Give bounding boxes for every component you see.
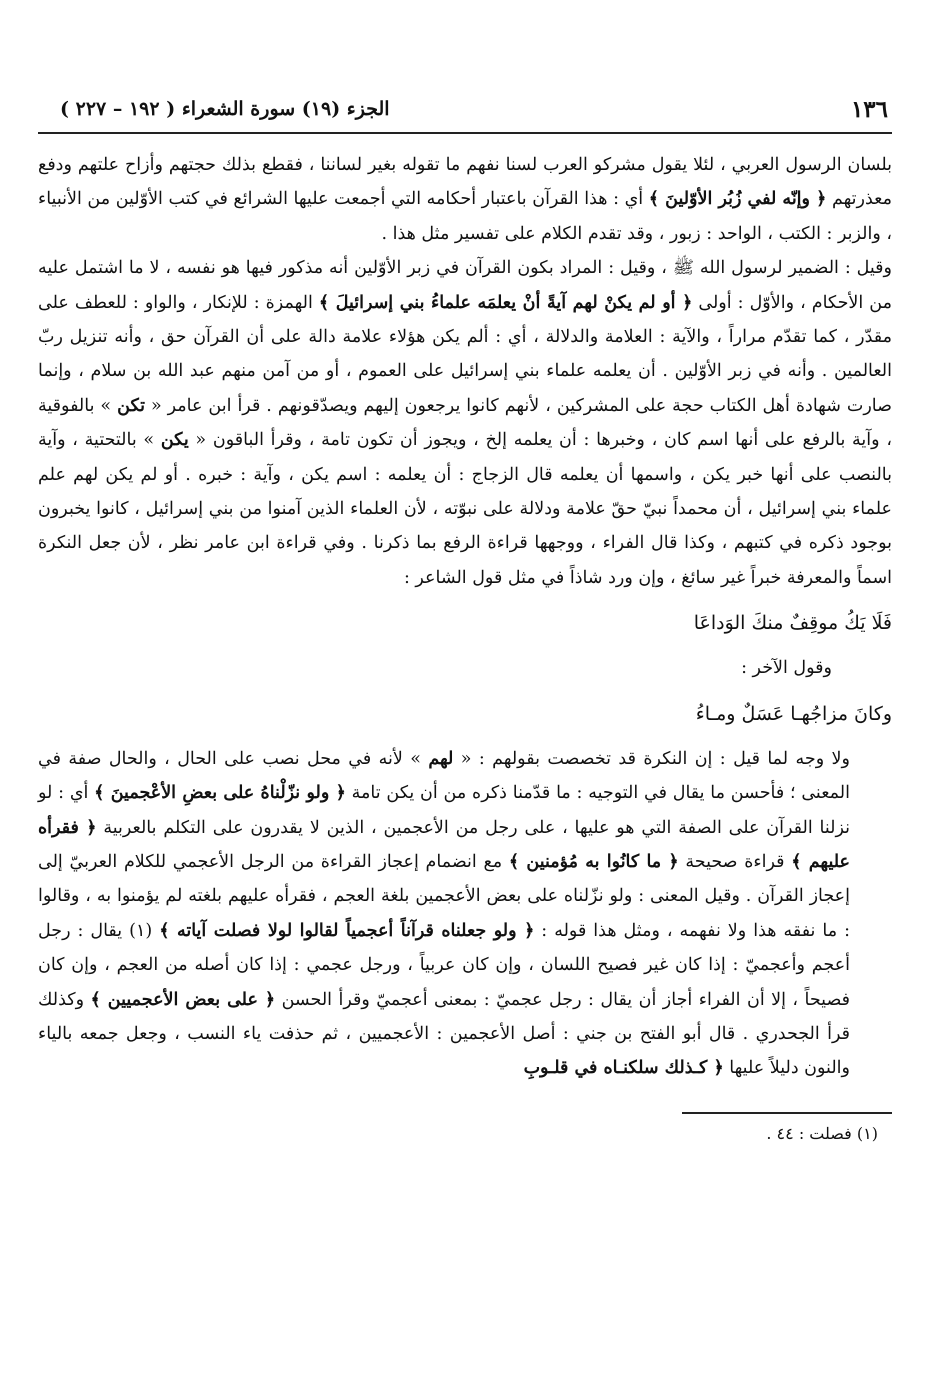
text-segment: أي : لو نزلنا القرآن على الصفة التي هو عليها ، على رجل من الأعجمين ، الذين لا يقدرون على التكلم بالعربية (38, 783, 850, 838)
quoted-word: لهم (428, 748, 454, 769)
page-number: ١٣٦ (850, 96, 888, 123)
poem-verse-2: وكانَ مزاجُهـا عَسَلٌ ومـاءُ (695, 702, 892, 725)
page-header (38, 92, 892, 134)
reading-word: تكن (117, 395, 145, 416)
poem-verse-1: فَلَا يَكُ موقِفٌ منكَ الوَداعَا (693, 612, 892, 635)
paragraph-3 (38, 742, 892, 1086)
quran-verse: ﴿ فقرأه عليهم ﴾ (38, 817, 850, 872)
text-segment: ولا وجه لما قيل : إن النكرة قد تخصصت بقولهم : « (453, 748, 850, 769)
text-segment: أي : هذا القرآن باعتبار أحكامه التي أجمعت عليها الشرائع في كتب الأوّلين من الأنبياء ، والزبر : الكتب ، الواحد : زبور ، وقد تقدم الكلام على تفسير مثل هذا . (38, 189, 892, 244)
footnote: (١) فصلت : ٤٤ . (766, 1123, 878, 1143)
quran-verse: ﴿ أو لم يكنْ لهم آيةً أنْ يعلمَه علماءُ بني إسرائيلَ ﴾ (318, 292, 693, 313)
text-segment: بلسان الرسول العربي ، لئلا يقول مشركو العرب لسنا نفهم ما تقوله بغير لساننا ، فقطع بذلك حجتهم وأزاح علتهم ودفع معذرتهم (38, 155, 892, 210)
text-segment: » بالفوقية ، وآية بالرفع على أنها اسم كان ، وخبرها : أن يعلمه إلخ ، ويجوز أن تكون تامة ، وقرأ الباقون « (38, 395, 892, 451)
document-page (38, 92, 892, 1352)
text-segment: » لأنه في محل نصب على الحال ، والحال صفة في المعنى ؛ فأحسن ما يقال في التوجيه : ما قدّمنا ذكره من أن يكن تامة (38, 748, 850, 804)
quran-verse: ﴿ وإنّه لفي زُبُر الأوّلينَ ﴾ (648, 189, 827, 210)
paragraph-2 (38, 251, 892, 595)
text-segment: وكذلك قرأ الجحدري . قال أبو الفتح بن جني : أصل الأعجمين : الأعجميين ، ثم حذفت ياء النسب ، وجعل جمعه بالياء والنون دليلاً عليها (38, 989, 850, 1079)
text-segment: مع انضمام إعجاز القراءة من الرجل الأعجمي للكلام العربيّ إلى إعجاز القرآن . وقيل المعنى : ولو نزّلناه على بعض الأعجمين بلغة العجم ، فقرأه عليهم بلغته لم يؤمنوا به ، وقالوا : ما نفقه هذا ولا نفهمه ، ومثل هذا قوله : (38, 851, 850, 941)
reading-word: يكن (160, 430, 189, 451)
quran-verse: ﴿ كـذلك سلكنـاه في قلـوبِ (523, 1058, 724, 1079)
body-text (38, 148, 892, 1086)
text-segment: الهمزة : للإنكار ، والواو : للعطف على مقدّر ، كما تقدّم مراراً ، والآية : العلامة والدلالة ، أي : ألم يكن هؤلاء علامة دالة على أن القرآن حق ، وأنه تنزيل ربّ العالمين . وأنه في زبر الأوّلين . أن يعلمه علماء بني إسرائيل على العموم ، أو من آمن منهم عبد الله بن سلام ، وإنما صارت شهادة أهل الكتاب حجة على المشركين ، لأنهم كانوا يرجعون إليهم ويصدّقونهم . قرأ ابن عامر « (38, 292, 892, 416)
footnote-divider (682, 1112, 892, 1114)
text-segment: قراءة صحيحة (678, 851, 785, 872)
quran-verse: ﴿ ولو جعلناه قرآناً أعجمياً لقالوا لولا فصلت آياته ﴾ (159, 920, 535, 941)
paragraph-1 (38, 148, 892, 251)
text-segment: (١) يقال : رجل أعجم وأعجميّ : إذا كان غير فصيح اللسان ، وإن كان عربياً ، ورجل عجمي : إذا كان أصله من العجم ، وإن كان فصيحاً ، إلا أن الفراء أجاز أن يقال : رجل عجميّ : بمعنى أعجميّ وقرأ الحسن (38, 920, 850, 1010)
quran-verse: ﴿ ما كانُوا به مُؤمنين ﴾ (508, 851, 679, 872)
quran-verse: ﴿ على بعض الأعجميين ﴾ (90, 989, 276, 1010)
intro-other-poet: وقول الآخر : (741, 658, 832, 679)
quran-verse: ﴿ ولو نزّلْناهُ على بعضِ الأعْجمينَ ﴾ (94, 783, 346, 804)
text-segment: وقيل : الضمير لرسول الله ﷺ ، وقيل : المراد بكون القرآن في زبر الأوّلين أنه مذكور فيها هو نفسه ، لا ما اشتمل عليه من الأحكام ، والأوّل : أولى (38, 258, 892, 313)
text-segment: » بالتحتية ، وآية بالنصب على أنها خبر يكن ، واسمها أن يعلمه قال الزجاج : أن يعلمه : اسم يكن ، وآية : خبره . أو لم يكن لهم علم علماء بني إسرائيل ، أن محمداً نبيّ حقّ علامة ودلالة على نبوّته ، لأن العلماء الذين آمنوا من بني إسرائيل ، كانوا يخبرون بوجود ذكره في كتبهم ، وكذا قال الفراء ، ووجهها قراءة الرفع بما ذكرنا . وفي قراءة ابن عامر نظر ، لأن جعل النكرة اسماً والمعرفة خبراً غير سائغ ، وإن ورد شاذاً في مثل قول الشاعر : (38, 430, 892, 588)
running-title: الجزء (١٩) سورة الشعراء ( ١٩٢ – ٢٢٧ ) (60, 98, 390, 120)
